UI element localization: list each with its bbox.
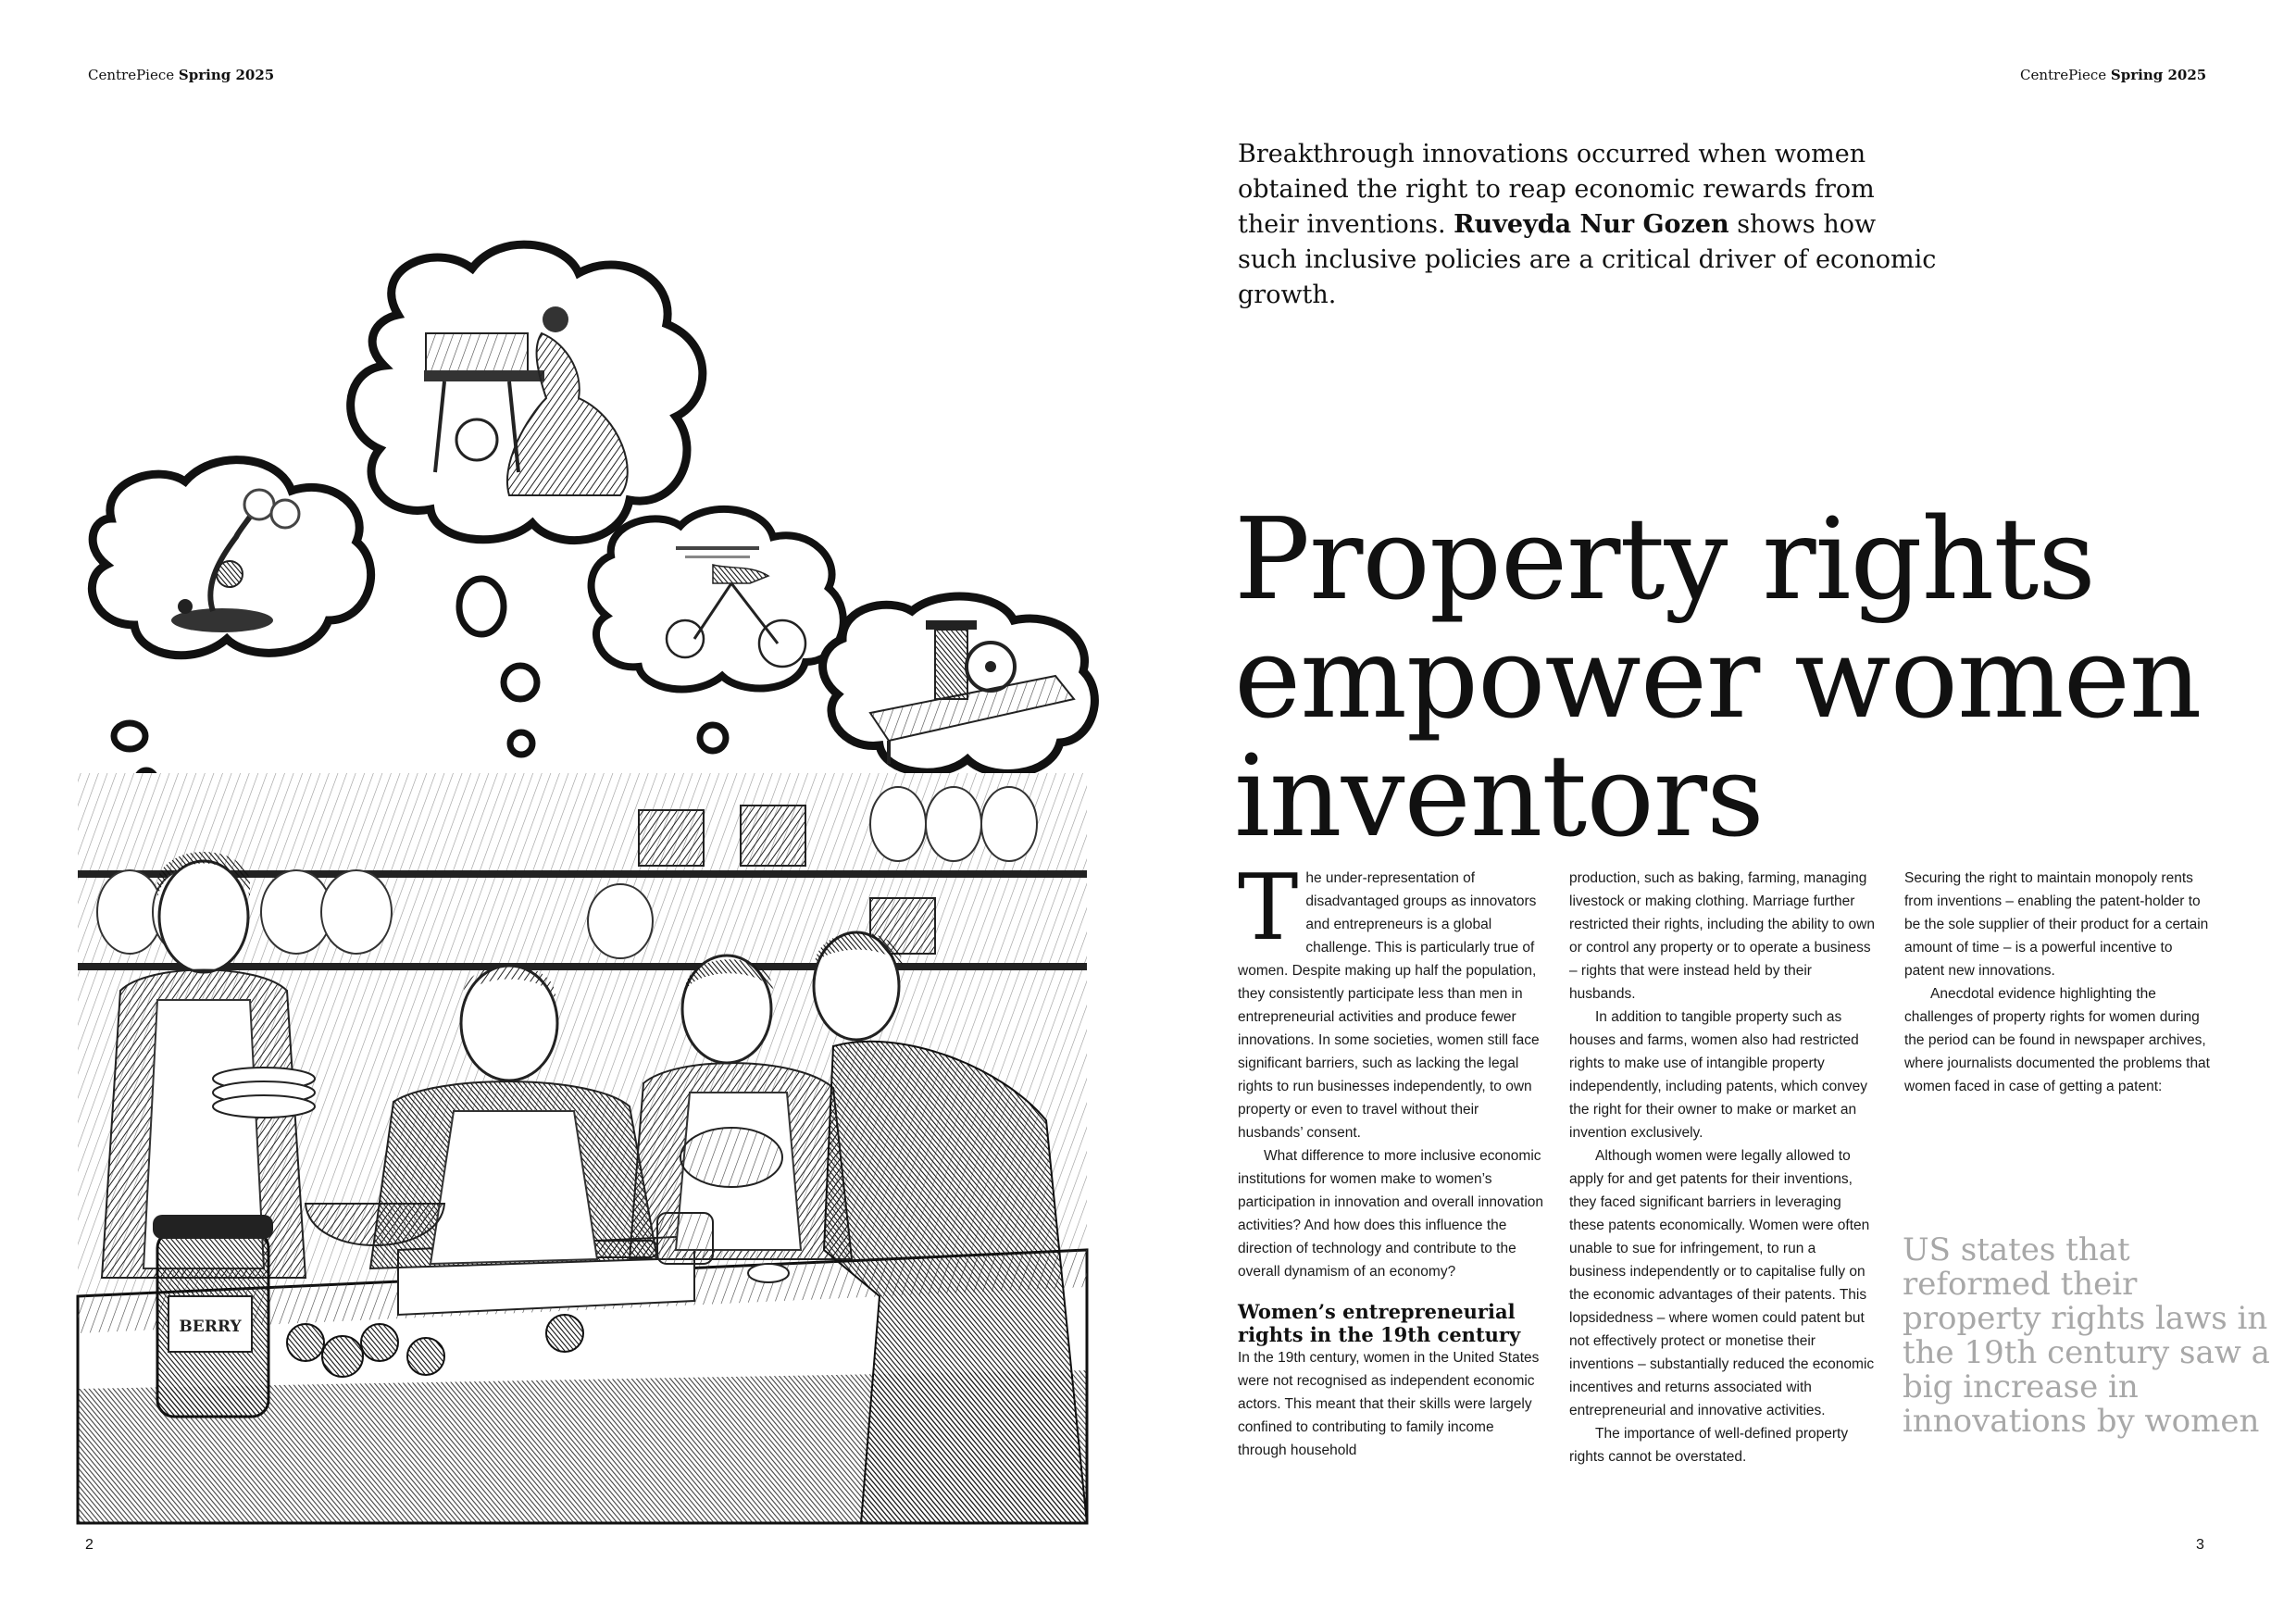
standfirst: [1238, 137, 1941, 313]
body-paragraph: Securing the right to maintain monopoly rents from inventions – enabling the patent-holder to be the sole supplier of their product for a certain amount of time – is a powerful incentive to patent new innovations.: [1904, 870, 2209, 979]
drop-cap: T: [1238, 856, 1299, 961]
publication-name: CentrePiece: [2020, 67, 2107, 83]
body-paragraph: What difference to more inclusive economic institutions for women make to women’s participation in innovation and overall innovation activities? And how does this influence the direction of technology and contribute to the overall dynamism of an economy?: [1238, 1148, 1544, 1280]
thought-bubble-icon: [592, 509, 843, 690]
standfirst-text: Breakthrough innovations occurred when women obtained the right to reap economic rewards from their inventions.: [1238, 140, 1875, 239]
running-head-left: [88, 67, 274, 83]
body-column-3: [1904, 867, 2210, 1098]
body-paragraph: production, such as baking, farming, managing livestock or making clothing. Marriage further restricted their rights, including the ability to own or control any property or to operate a business – rights that were instead held by their husbands.: [1569, 870, 1875, 1002]
body-column-2: [1569, 867, 1875, 1468]
author-name: Ruveyda Nur Gozen: [1454, 210, 1729, 239]
running-head-right: [2020, 67, 2206, 83]
page-number-right: 3: [2196, 1537, 2204, 1553]
issue-label: Spring 2025: [178, 67, 275, 83]
kitchen-scene-icon: [78, 773, 1087, 1523]
body-column-1: [1238, 856, 1546, 1462]
kitchen-illustration: [65, 231, 1102, 1528]
body-paragraph: In the 19th century, women in the United States were not recognised as independent economic actors. This meant that their skills were largely confined to contributing to family income through household: [1238, 1350, 1540, 1458]
page-number-left: 2: [85, 1537, 94, 1553]
body-paragraph: In addition to tangible property such as houses and farms, women also had restricted rights to make use of intangible property independently, including patents, which convey the right for their owner to make or market an invention exclusively.: [1569, 1009, 1867, 1141]
section-subhead: Women’s entrepreneurial rights in the 19th century: [1238, 1300, 1521, 1346]
publication-name: CentrePiece: [88, 67, 175, 83]
issue-label: Spring 2025: [2110, 67, 2207, 83]
standfirst-text: shows how such inclusive policies are a critical driver of economic growth.: [1238, 210, 1937, 309]
body-paragraph: The importance of well-defined property rights cannot be overstated.: [1569, 1426, 1849, 1465]
jar-label: BERRY: [179, 1318, 242, 1336]
body-paragraph: Anecdotal evidence highlighting the challenges of property rights for women during the period can be found in newspaper archives, where journalists documented the problems that women faced in case of getting a patent:: [1904, 986, 2210, 1094]
body-paragraph: Although women were legally allowed to apply for and get patents for their inventions, they faced significant barriers in leveraging these patents economically. Women were often unable to sue for infringement, to run a business independently or to capitalise fully on the economic advantages of their patents. This lopsidedness – where women could patent but not effectively protect or monetise their inventions – substantially reduced the economic incentives and returns associated with entrepreneurial and innovative activities.: [1569, 1148, 1875, 1418]
article-headline: Property rights empower women inventors: [1234, 493, 2202, 862]
pull-quote: US states that reformed their property rights laws in the 19th century saw a big increase in innovations by women: [1903, 1231, 2270, 1440]
body-paragraph: he under-representation of disadvantaged groups as innovators and entrepreneurs is a global challenge. This is particularly true of women. Despite making up half the population, they consistently participate less than men in entrepreneurial activities and produce fewer innovations. In some societies, women still face significant barriers, such as lacking the legal rights to run businesses independently, to own property or even to travel without their husbands’ consent.: [1238, 870, 1540, 1141]
